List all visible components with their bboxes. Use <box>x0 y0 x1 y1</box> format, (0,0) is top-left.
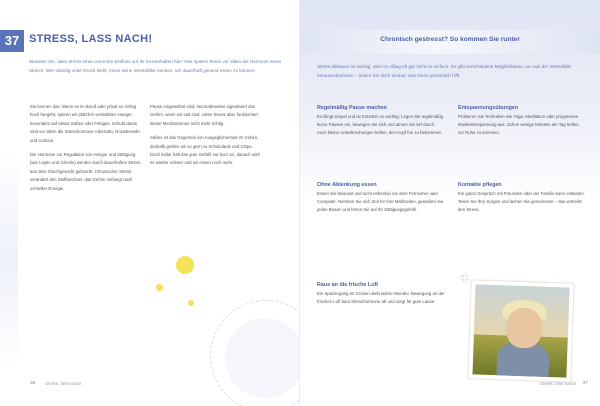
tip-pause <box>317 105 445 138</box>
paragraph: Sie kennen das: Wenn es im Beruf oder privat so richtig hoch hergeht, spüren wir plötzlich verstärkten Hunger, besonders auf etwas Süßes oder Fettiges. Schuld daran sind vor allem die Stresshormone Adrenalin, Noradrenalin und Cortisol. <box>30 104 140 143</box>
tip-text: Ein Spaziergang im Grünen wirkt wahre Wunder. Bewegung an der frischen Luft baut Stresshormone ab und sorgt für gute Laune. <box>317 291 445 305</box>
tip-relaxation <box>458 105 586 138</box>
box-intro: Stress abbauen ist wichtig, aber im Alltag oft gar nicht so einfach. Es gibt verschiedene Möglichkeiten, um aus der Stressfalle herauszukommen – testen Sie doch einmal, was Ihnen persönlich hilft. <box>317 64 572 78</box>
paragraph: Die Hormone zur Regulation von Hunger und Sättigung (wie Leptin und Ghrelin) werden durch dauerhaften Stress aus dem Gleichgewicht gebracht. Chronischer Stress verändert den Stoffwechsel, das Gehirn verlangt nach schneller Energie. <box>30 152 141 191</box>
tip-text: Es klingt simpel und ist trotzdem so wichtig: Legen Sie regelmäßig kurze Pausen ein, bewegen Sie sich und atmen Sie tief durch. Auch kleine Unterbrechungen helfen, den Kopf frei zu bekommen. <box>317 114 444 136</box>
running-footer: Stress, lass nach! <box>45 381 82 386</box>
text-column-b <box>150 103 262 174</box>
paragraph: Pause eingewöhnt sind, Normalerweise signalisiert das Gehirn, wenn wir satt sind. Unter Stress aber funktioniert dieser Mechanismus nicht mehr richtig. <box>150 104 258 126</box>
chapter-title: STRESS, LASS NACH! <box>29 33 153 45</box>
tip-title: Ohne Ablenkung essen <box>317 182 377 188</box>
decorative-dot <box>156 284 163 291</box>
tip-text: Probieren Sie Techniken wie Yoga, Meditation oder progressive Muskelentspannung aus. Schon wenige Minuten am Tag helfen, zur Ruhe zu kommen. <box>458 114 580 136</box>
tip-title: Kontakte pflegen <box>458 182 502 188</box>
tip-title: Entspannungsübungen <box>458 105 519 111</box>
paragraph: Süßes ist das Gegenteil von Ausgeglichenheit im Gehirn, deshalb greifen wir so gern zu Schokolade und Chips. Doch leider hält das gute Gefühl nur kurz an, danach wird es wieder schwer und wir essen noch mehr. <box>150 135 260 166</box>
relaxed-child-photo <box>468 280 573 382</box>
running-footer: Stress, lass nach! <box>539 381 576 386</box>
tip-social-contacts <box>458 182 586 215</box>
tip-fresh-air <box>317 282 445 306</box>
page-number: 37 <box>582 381 588 386</box>
photo-face <box>505 307 542 348</box>
box-heading: Chronisch gestresst? So kommen Sie runter <box>380 36 520 43</box>
decorative-circle-fill <box>225 318 300 398</box>
text-column-a <box>30 103 142 199</box>
tip-mindful-eating <box>317 182 445 215</box>
page-number: 36 <box>30 381 36 386</box>
tip-text: Essen Sie bewusst und nicht nebenbei vor dem Fernseher oder Computer. Nehmen Sie sich Zeit für Ihre Mahlzeiten, genießen Sie jeden Bissen und hören Sie auf Ihr Sättigungsgefühl. <box>317 191 444 213</box>
plus-icon: + <box>460 270 470 287</box>
chapter-number: 37 <box>0 30 24 52</box>
right-page <box>300 0 600 406</box>
tip-title: Raus an die frische Luft <box>317 282 379 288</box>
tip-title: Regelmäßig Pause machen <box>317 105 387 111</box>
decorative-dot <box>188 300 194 306</box>
tip-text: Ein gutes Gespräch mit Freunden oder der Familie kann entlasten. Teilen Sie Ihre Sorgen und lachen Sie gemeinsam – das vertreibt den Stress. <box>458 191 585 213</box>
decorative-dot <box>176 256 194 274</box>
lead-paragraph: Wussten Sie, dass Stress einen enormen Einfluss auf Ihr Essverhalten hat? Hier spielen Ihnen vor allem die Hormone einen Streich. Wer ständig unter Druck steht, muss seine Stresskiller kennen, um dauerhaft gesund essen zu können. <box>29 59 282 74</box>
side-gradient <box>0 150 18 370</box>
